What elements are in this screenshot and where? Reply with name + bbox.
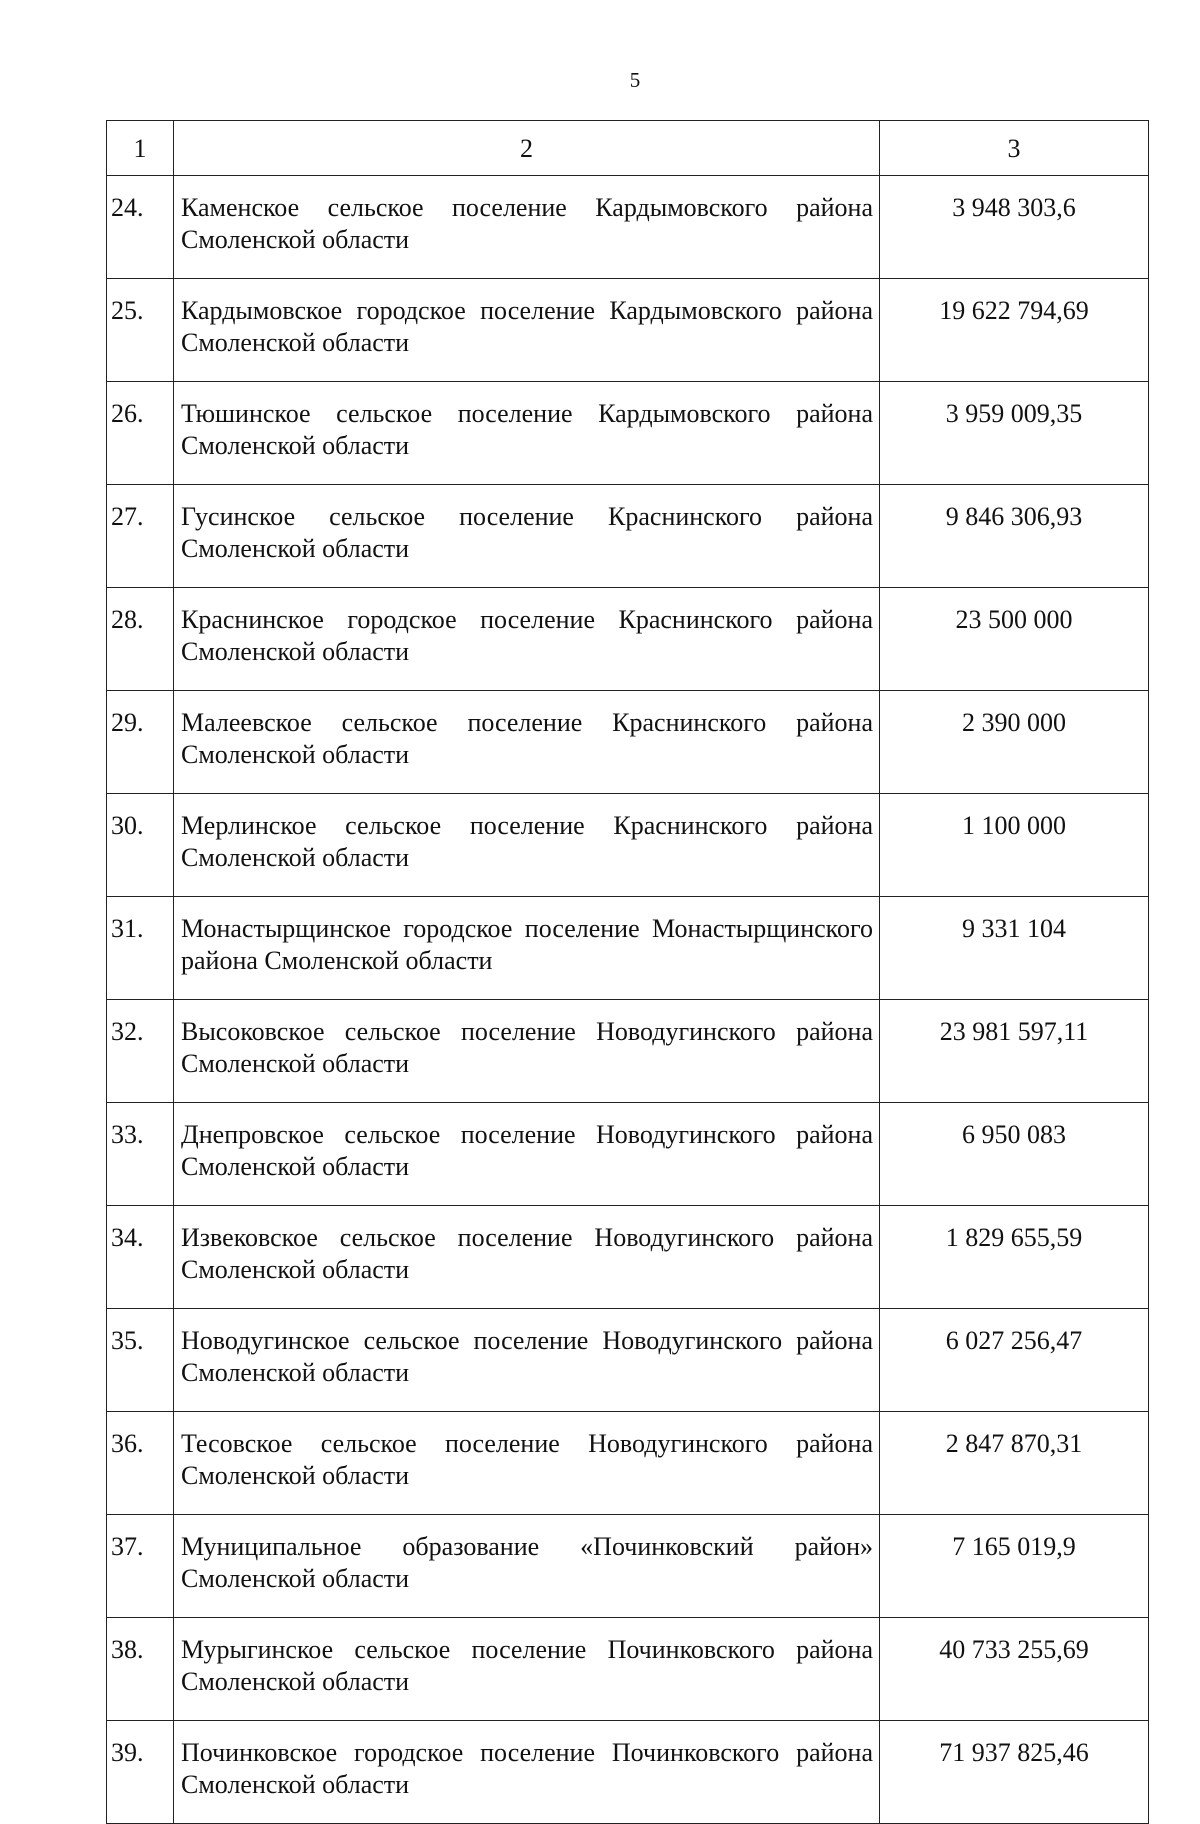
amount-value: 3 959 009,35 bbox=[880, 382, 1149, 485]
settlement-name: Краснинское городское поселение Краснинского района Смоленской области bbox=[174, 588, 880, 691]
settlement-name: Гусинское сельское поселение Краснинского района Смоленской области bbox=[174, 485, 880, 588]
settlement-name: Новодугинское сельское поселение Новодугинского района Смоленской области bbox=[174, 1309, 880, 1412]
row-number: 29. bbox=[107, 691, 174, 794]
table-row bbox=[107, 176, 1149, 279]
amount-value: 1 829 655,59 bbox=[880, 1206, 1149, 1309]
table-row bbox=[107, 691, 1149, 794]
row-number: 32. bbox=[107, 1000, 174, 1103]
amount-value: 71 937 825,46 bbox=[880, 1721, 1149, 1824]
amount-value: 7 165 019,9 bbox=[880, 1515, 1149, 1618]
amount-value: 3 948 303,6 bbox=[880, 176, 1149, 279]
amount-value: 23 981 597,11 bbox=[880, 1000, 1149, 1103]
row-number: 37. bbox=[107, 1515, 174, 1618]
column-header-amount: 3 bbox=[880, 121, 1149, 176]
settlement-name: Тюшинское сельское поселение Кардымовского района Смоленской области bbox=[174, 382, 880, 485]
table-row bbox=[107, 279, 1149, 382]
settlement-name: Высоковское сельское поселение Новодугинского района Смоленской области bbox=[174, 1000, 880, 1103]
settlement-name: Муниципальное образование «Починковский район» Смоленской области bbox=[174, 1515, 880, 1618]
settlement-name: Монастырщинское городское поселение Монастырщинского района Смоленской области bbox=[174, 897, 880, 1000]
settlement-name: Кардымовское городское поселение Кардымовского района Смоленской области bbox=[174, 279, 880, 382]
row-number: 25. bbox=[107, 279, 174, 382]
column-header-number: 1 bbox=[107, 121, 174, 176]
table-row bbox=[107, 588, 1149, 691]
table-row bbox=[107, 1000, 1149, 1103]
settlement-name: Мерлинское сельское поселение Краснинского района Смоленской области bbox=[174, 794, 880, 897]
settlement-name: Извековское сельское поселение Новодугинского района Смоленской области bbox=[174, 1206, 880, 1309]
table-row bbox=[107, 382, 1149, 485]
row-number: 35. bbox=[107, 1309, 174, 1412]
row-number: 27. bbox=[107, 485, 174, 588]
table-row bbox=[107, 1103, 1149, 1206]
settlement-name: Починковское городское поселение Починковского района Смоленской области bbox=[174, 1721, 880, 1824]
table-row bbox=[107, 1721, 1149, 1824]
settlement-name: Мурыгинское сельское поселение Починковского района Смоленской области bbox=[174, 1618, 880, 1721]
settlement-name: Каменское сельское поселение Кардымовского района Смоленской области bbox=[174, 176, 880, 279]
table-row bbox=[107, 794, 1149, 897]
settlement-name: Тесовское сельское поселение Новодугинского района Смоленской области bbox=[174, 1412, 880, 1515]
table-row bbox=[107, 1206, 1149, 1309]
amount-value: 2 390 000 bbox=[880, 691, 1149, 794]
row-number: 36. bbox=[107, 1412, 174, 1515]
table-row bbox=[107, 1515, 1149, 1618]
data-table bbox=[106, 120, 1149, 1824]
row-number: 38. bbox=[107, 1618, 174, 1721]
row-number: 26. bbox=[107, 382, 174, 485]
table-header-row bbox=[107, 121, 1149, 176]
amount-value: 19 622 794,69 bbox=[880, 279, 1149, 382]
row-number: 34. bbox=[107, 1206, 174, 1309]
column-header-name: 2 bbox=[174, 121, 880, 176]
row-number: 28. bbox=[107, 588, 174, 691]
table-row bbox=[107, 897, 1149, 1000]
amount-value: 9 331 104 bbox=[880, 897, 1149, 1000]
row-number: 39. bbox=[107, 1721, 174, 1824]
amount-value: 9 846 306,93 bbox=[880, 485, 1149, 588]
row-number: 30. bbox=[107, 794, 174, 897]
page-number: 5 bbox=[629, 68, 641, 92]
amount-value: 40 733 255,69 bbox=[880, 1618, 1149, 1721]
settlement-name: Малеевское сельское поселение Краснинского района Смоленской области bbox=[174, 691, 880, 794]
amount-value: 6 950 083 bbox=[880, 1103, 1149, 1206]
amount-value: 23 500 000 bbox=[880, 588, 1149, 691]
amount-value: 6 027 256,47 bbox=[880, 1309, 1149, 1412]
settlement-name: Днепровское сельское поселение Новодугинского района Смоленской области bbox=[174, 1103, 880, 1206]
row-number: 33. bbox=[107, 1103, 174, 1206]
row-number: 31. bbox=[107, 897, 174, 1000]
row-number: 24. bbox=[107, 176, 174, 279]
amount-value: 2 847 870,31 bbox=[880, 1412, 1149, 1515]
table-row bbox=[107, 1618, 1149, 1721]
amount-value: 1 100 000 bbox=[880, 794, 1149, 897]
table-row bbox=[107, 1309, 1149, 1412]
table-row bbox=[107, 1412, 1149, 1515]
table-row bbox=[107, 485, 1149, 588]
